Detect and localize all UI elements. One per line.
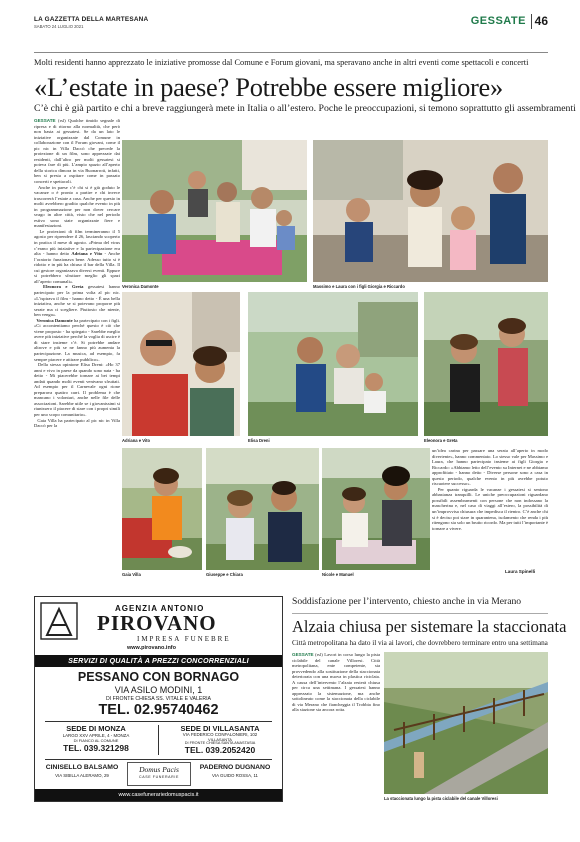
caption-elisa: Elisa Dreni xyxy=(248,438,270,443)
ad-footer-link[interactable]: www.casefunerariedomuspacis.it xyxy=(35,789,282,801)
page-number: 46 xyxy=(534,14,548,28)
ad-divider-v xyxy=(158,725,159,755)
ad-monza-address2: DI FIANCO AL COMUNE xyxy=(73,738,119,743)
caption-gaia: Gaia Villa xyxy=(122,572,141,577)
article-column-5 xyxy=(432,448,548,568)
caption-giuseppe-chiara: Giuseppe e Chiara xyxy=(206,572,243,577)
ad-villasanta-phone[interactable]: TEL. 039.2052420 xyxy=(184,745,256,755)
ad-sub: IMPRESA FUNEBRE xyxy=(137,635,231,643)
col1-lead: (rsl) Qualche timido segnale di ripresa e di ritorno alla normalità, che però non basta ai gessatesi. Se da un lato le iniziative organizzate dal Comune in collaborazione con il Forum giovani, come il pic nic in Villa Daccò che precede la proiezione di un film, sono apprezzate dai residenti, dall’altro per molti gessatesi si poteva fare di più. L’ampio spazio all’aperto della storica dimora in via Buonarroti, infatti, ben si presta a ospitare come in passato concerti e spettacoli. xyxy=(34,118,120,185)
photo-veronica xyxy=(122,140,307,282)
col1-p8: Gaia Villa ha partecipato al pic nic in Villa Daccò per la xyxy=(34,417,120,429)
photo-nicole-manuel xyxy=(322,448,430,570)
ad-main-phone[interactable]: TEL. 02.95740462 xyxy=(98,702,219,718)
ad-cinisello-address: VIA SIBILLA ALERAMO, 29 xyxy=(55,773,109,778)
col1-names3: Veronica Damonte xyxy=(36,317,73,323)
masthead-divider xyxy=(531,14,532,29)
article-column-1 xyxy=(34,118,120,588)
side-standfirst: Città metropolitana ha dato il via ai lavori, che dovrebbero terminare entro una settimana xyxy=(292,639,548,647)
ad-cinisello-title: CINISELLO BALSAMO xyxy=(45,764,119,771)
photo-staccionata xyxy=(384,652,548,794)
ad-agency: AGENZIA ANTONIO xyxy=(115,604,205,613)
col5-a: un’idea carina per passare una serata all’aperto in modo divertente», hanno commentato. Lo stesso vale per Massimo e Laura, che hanno partecipato insieme ai figli Giorgia e Riccardo: «Abbiamo letto dell’evento su Internet e ne abbiamo approfittato - hanno detto - Diverse persone sono a casa in questo periodo, qualche evento in più avrebbe potuto riscuotere successo». xyxy=(432,448,548,487)
ad-domus-logo xyxy=(127,762,191,786)
col1-names2: Eleonora e Greta xyxy=(43,284,84,290)
photo-staccionata-image xyxy=(384,652,548,794)
ad-band: SERVIZI DI QUALITÀ A PREZZI CONCORRENZIALI xyxy=(35,655,282,667)
col1-p7: Della stessa opinione Elisa Dreni: «Ho 37 anni e vivo in paese da quando sono nata - ha detto - Mi piacerebbe tornare ai bei tempi andati quando molti eventi venivano sfruttati. Ad esempio per il Carnevale ogni rione preparava quattro carri. Il problema è che mancano i volontari, anche nelle file delle associazioni. Sarebbe utile se i giovanissimi si riunissero il piacere di stare con i propri simili per uno scopo comunitario». xyxy=(34,362,120,417)
ad-monza-title: SEDE DI MONZA xyxy=(66,724,126,733)
ad-villasanta-address: VIA FEDERICO CONFALONIERI, 102 xyxy=(182,732,258,737)
ad-divider-1 xyxy=(45,721,272,722)
col1-p6: ha partecipato con i figli. «Ci accontentiamo perché questo è ciò che viene proposto - ha spiegato - Sarebbe meglio avere più iniziative perché la voglia di uscire è di stare insieme c’è. Si potrebbe andare altrove e più se ne fanno più aumenta la partecipazione. La musica, ad esempio, fa sempre piacere e attirare pubblico». xyxy=(34,317,120,362)
funeral-ad xyxy=(34,596,283,802)
caption-veronica: Veronica Damonte xyxy=(122,284,159,289)
ad-website[interactable]: www.pirovano.info xyxy=(127,645,176,651)
photo-giuseppe-chiara xyxy=(206,448,319,570)
ad-villasanta-address3: DI FRONTE CHIESA SANTA ANASTASIA xyxy=(184,741,256,745)
side-body xyxy=(292,652,380,792)
caption-massimo-laura: Massimo e Laura con i figli Giorgia e Riccardo xyxy=(313,284,405,289)
ad-paderno-address: VIA GUIDO ROSSA, 11 xyxy=(211,773,259,778)
photo-adriana-vito-image xyxy=(122,292,240,436)
ad-villasanta-title: SEDE DI VILLASANTA xyxy=(180,724,260,733)
col1-p2: Anche in paese c’è chi si è già goduto le vacanze o è pronto a partire e chi invece trascorrerà l’estate a casa. Anche per questo in molti avrebbero gradito qualche evento in più in programmazione per non dover cercare svago in altre città, visto che nel periodo estivo sono state organizzate fiere e manifestazioni. xyxy=(34,184,120,229)
photo-eleonora-greta-image xyxy=(424,292,548,436)
photo-nicole-manuel-image xyxy=(322,448,430,570)
ad-villasanta-address2: VILLASANTA xyxy=(208,737,232,742)
photo-adriana-vito xyxy=(122,292,240,436)
photo-elisa-image xyxy=(248,292,418,436)
article-kicker: Molti residenti hanno apprezzato le iniziative promosse dal Comune e Forum giovani, ma speravano anche in altri eventi come spettacoli e concerti xyxy=(34,58,529,67)
col1-p4: - Anche l’oratorio funzionava bene. Adesso tutto si è ridotto e in più ha chiuso il bar della Villa. Il cui gestore organizzava diversi eventi. Eppure si potrebbero sfruttare meglio gli spazi all’aperto comunali». xyxy=(34,251,120,284)
photo-eleonora-greta xyxy=(424,292,548,436)
ad-main-address2: DI FRONTE CHIESA SS. VITALE E VALERIA xyxy=(105,696,212,702)
photo-massimo-laura-image xyxy=(313,140,548,282)
article-headline: «L’estate in paese? Potrebbe essere migliore» xyxy=(34,72,503,102)
col2-line xyxy=(122,580,202,592)
col1-p3: Le proiezioni di film termineranno il 5 agosto per riprendere il 26, lasciando scoperto in pratica il mese di agosto. «Prima del virus c’erano più iniziative e la partecipazione era alta - hanno detto xyxy=(34,228,120,257)
caption-adriana-vito: Adriana e Vito xyxy=(122,438,151,443)
photo-gaia xyxy=(122,448,202,570)
side-body-text: (rsl) Lavori in corso lungo la pista ciclabile del canale Villoresi. Città metropolitana, ente competente, sta provvedendo alla sostituzione della staccionata deteriorata con una nuova in plastica riciclata. A causa dell’intervento l’alzaia resterà chiusa per circa una settimana. I gessatesi hanno apprezzato la sistemazione, ma anche sottolineato come la staccionata della ciclabile di via Merano che fiancheggia il Trobbia fino alla stazione sia ancora rotta. xyxy=(292,652,380,713)
article-standfirst: C’è chi è già partito e chi a breve raggiungerà mete in Italia o all’estero. Poche le preoccupazioni, si temono soprattutto gli assembramenti xyxy=(34,103,576,114)
photo-veronica-image xyxy=(122,140,307,282)
ad-monza-phone[interactable]: TEL. 039.321298 xyxy=(63,743,129,753)
col1-p5: gessatesi hanno partecipato per la prima volta al pic nic. «L’ispirava il film - hanno detto - È una bella iniziativa, anche se si potevano proporre più serate ma ci scegliere. Piuttosto che niente, ben venga». xyxy=(34,284,120,318)
photo-giuseppe-chiara-image xyxy=(206,448,319,570)
side-headline: Alzaia chiusa per sistemare la staccionata xyxy=(292,617,567,636)
ad-domus-sub: CASE FUNERARIE xyxy=(139,775,179,779)
ad-domus-name: Domus Pacis xyxy=(139,765,179,774)
caption-nicole-manuel: Nicole e Manuel xyxy=(322,572,354,577)
photo-elisa xyxy=(248,292,418,436)
side-dateline-tag: GESSATE xyxy=(292,652,314,657)
paper-name: LA GAZZETTA DELLA MARTESANA xyxy=(34,16,149,23)
ad-paderno-title: PADERNO DUGNANO xyxy=(199,764,271,771)
dateline-tag: GESSATE xyxy=(34,118,56,123)
section-name: GESSATE xyxy=(470,15,526,27)
photo-gaia-image xyxy=(122,448,202,570)
side-kicker: Soddisfazione per l’intervento, chiesto anche in via Merano xyxy=(292,596,522,607)
masthead xyxy=(34,12,548,53)
ad-name: PIROVANO xyxy=(97,611,217,635)
ad-main-address: VIA ASILO MODINI, 1 xyxy=(114,685,203,695)
photo-massimo-laura xyxy=(313,140,548,282)
side-rule xyxy=(292,613,548,614)
caption-eleonora-greta: Eleonora e Greta xyxy=(424,438,458,443)
col1-names: Adriana e Vito xyxy=(71,251,103,257)
ad-main-title: PESSANO CON BORNAGO xyxy=(77,670,240,684)
byline: Laura Spinelli xyxy=(505,569,536,574)
issue-date: SABATO 24 LUGLIO 2021 xyxy=(34,24,84,29)
caption-staccionata: La staccionata lungo la pista ciclabile del canale Villoresi xyxy=(384,796,498,801)
col5-b: Per quanto riguarda le vacanze i gessatesi si sentono abbastanza tranquilli. Le uniche preoccupazioni riguardano possibili assembramenti con persone che non indossano la mascherina e, nel caso di viaggi all’estero, la possibilità di un’improvvisa chiusura che impedisca il rientro. C’è anche chi si è deciso poi stare in quarantena, isolamento che renda i più ritengono sia solo un brutto ricordo. Ma per tutti l’importante è tornare a vivere. xyxy=(432,486,548,531)
ad-logo-icon xyxy=(39,601,79,641)
ad-divider-2 xyxy=(45,759,272,760)
ad-monza-address: LARGO XXV APRILE, 4 - MONZA xyxy=(62,733,130,738)
